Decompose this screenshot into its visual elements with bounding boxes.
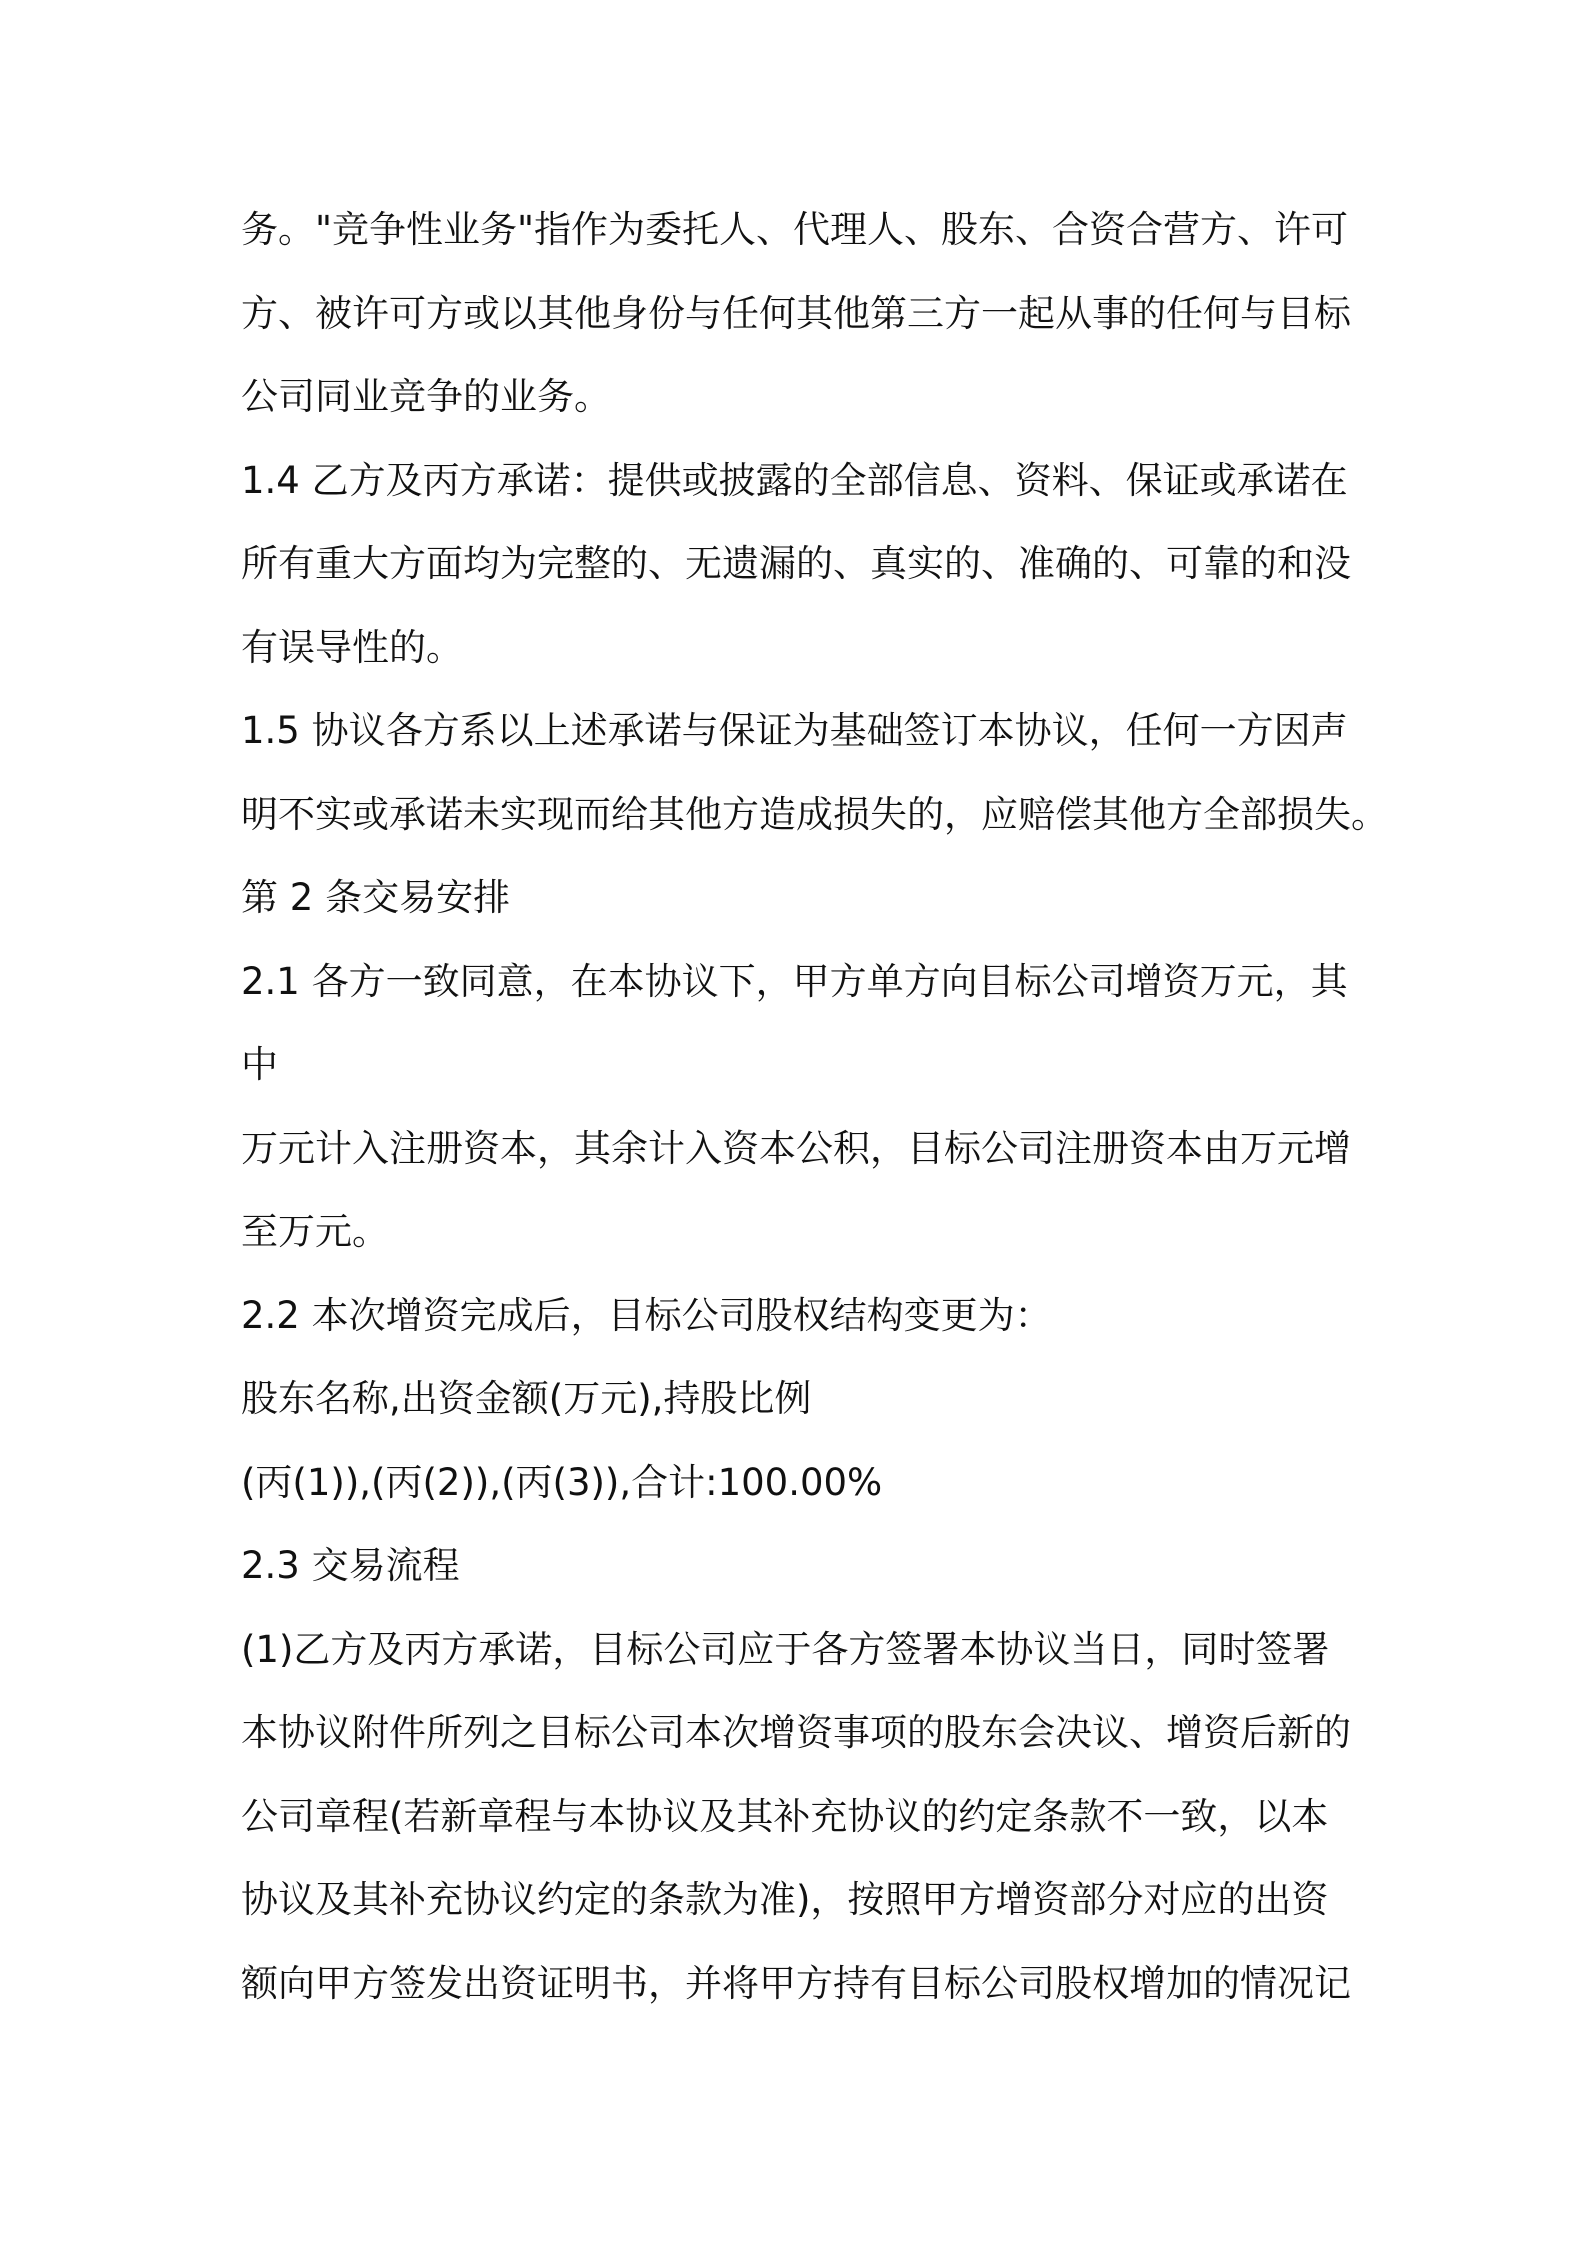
text-line-18: (1)乙方及丙方承诺，目标公司应于各方签署本协议当日，同时签署 bbox=[241, 1627, 1330, 1671]
text-line-13: 至万元。 bbox=[241, 1210, 389, 1253]
equity-table-header: 股东名称,出资金额(万元),持股比例 bbox=[241, 1377, 812, 1420]
text-line-10: 2.1 各方一致同意，在本协议下，甲方单方向目标公司增资万元，其 bbox=[241, 959, 1348, 1003]
text-line-8: 明不实或承诺未实现而给其他方造成损失的，应赔偿其他方全部损失。 bbox=[241, 792, 1388, 836]
text-line-22: 额向甲方签发出资证明书，并将甲方持有目标公司股权增加的情况记 bbox=[241, 1961, 1351, 2005]
text-line-21: 协议及其补充协议约定的条款为准)，按照甲方增资部分对应的出资 bbox=[241, 1878, 1329, 1921]
text-line-19: 本协议附件所列之目标公司本次增资事项的股东会决议、增资后新的 bbox=[241, 1711, 1351, 1754]
text-line-4: 1.4 乙方及丙方承诺：提供或披露的全部信息、资料、保证或承诺在 bbox=[241, 458, 1348, 502]
text-line-11: 中 bbox=[241, 1043, 278, 1086]
subsection-heading: 2.3 交易流程 bbox=[241, 1544, 460, 1587]
text-line-1: 务。"竞争性业务"指作为委托人、代理人、股东、合资合营方、许可 bbox=[241, 208, 1349, 251]
document-body bbox=[241, 188, 1388, 2025]
text-line-3: 公司同业竞争的业务。 bbox=[241, 375, 611, 418]
text-line-20: 公司章程(若新章程与本协议及其补充协议的约定条款不一致，以本 bbox=[241, 1794, 1329, 1838]
text-line-7: 1.5 协议各方系以上述承诺与保证为基础签订本协议，任何一方因声 bbox=[241, 709, 1348, 752]
section-heading: 第 2 条交易安排 bbox=[241, 876, 511, 919]
text-line-2: 方、被许可方或以其他身份与任何其他第三方一起从事的任何与目标 bbox=[241, 291, 1351, 335]
equity-table-row: (丙(1)),(丙(2)),(丙(3)),合计:100.00% bbox=[241, 1460, 883, 1504]
text-line-6: 有误导性的。 bbox=[241, 625, 463, 669]
text-line-12: 万元计入注册资本，其余计入资本公积，目标公司注册资本由万元增 bbox=[241, 1126, 1351, 1170]
text-line-14: 2.2 本次增资完成后，目标公司股权结构变更为： bbox=[241, 1293, 1052, 1337]
text-line-5: 所有重大方面均为完整的、无遗漏的、真实的、准确的、可靠的和没 bbox=[241, 542, 1351, 585]
